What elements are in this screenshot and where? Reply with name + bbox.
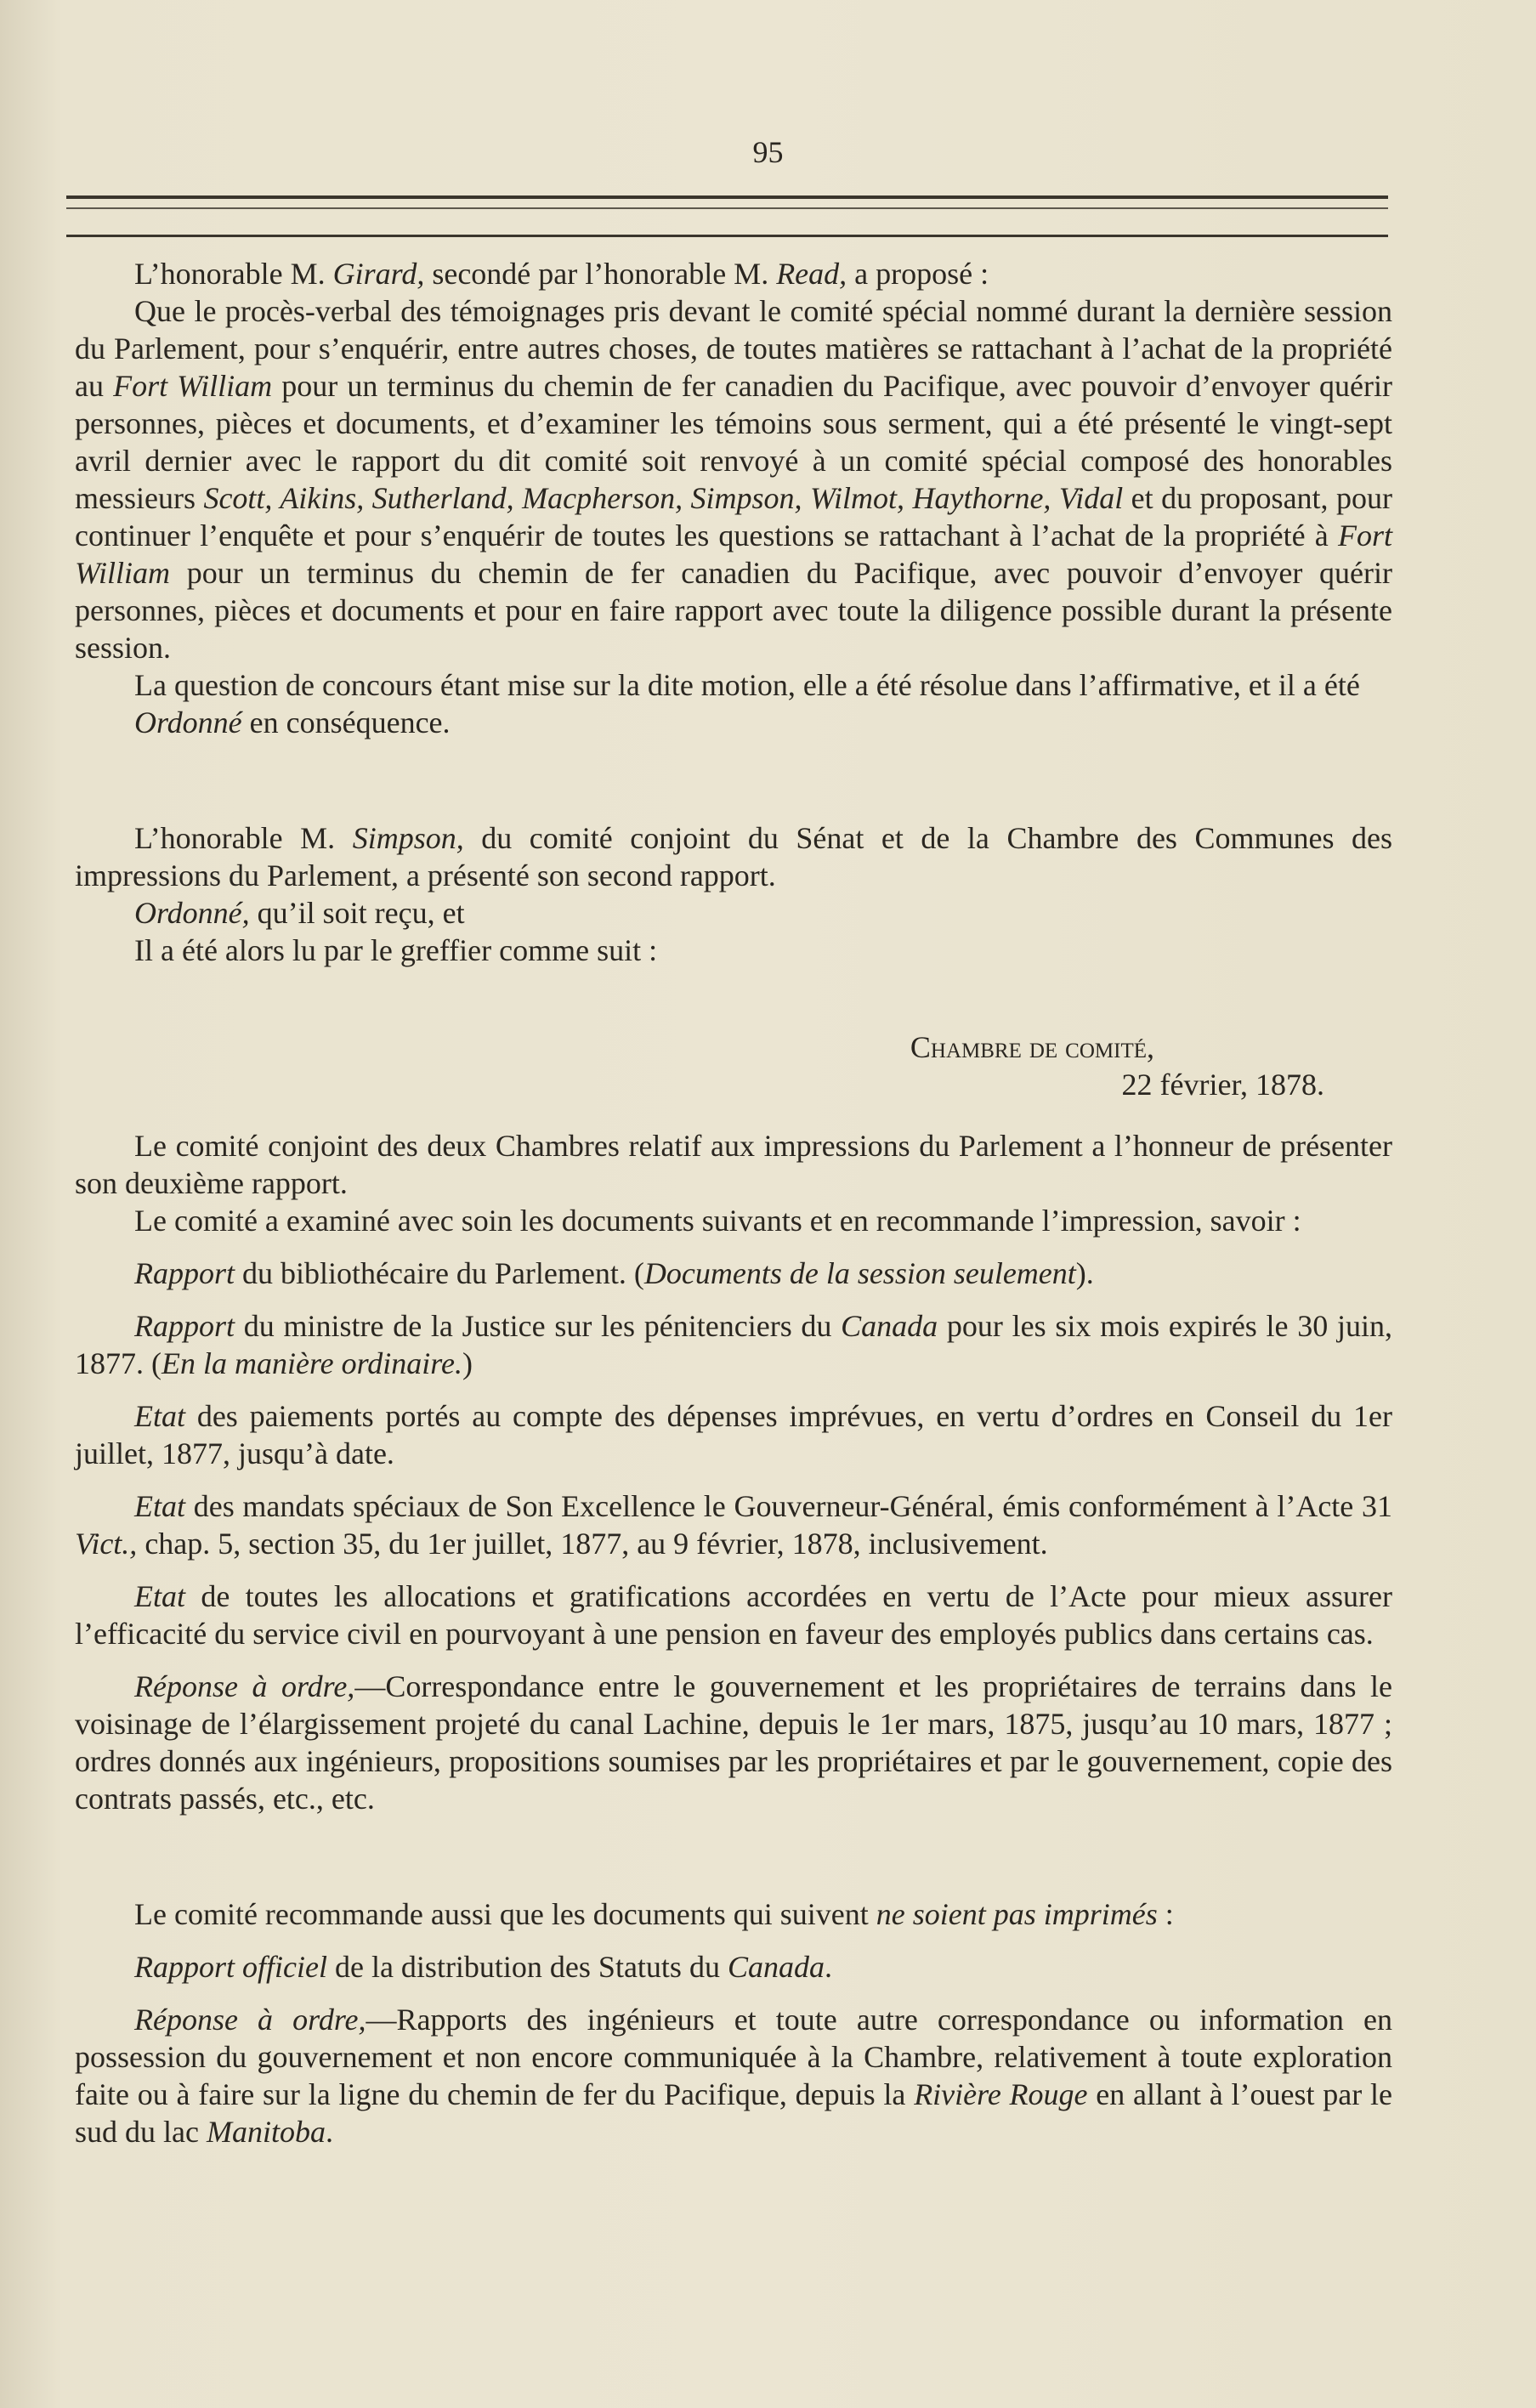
document-item: Rapport du ministre de la Justice sur les pénitenciers du Canada pour les six mois expirés le 30 juin, 1877. (En la manière ordinaire.) [75,1309,1392,1380]
motion-heading: L’honorable M. Girard, secondé par l’honorable M. Read, a proposé : [134,257,989,291]
header-rule [66,195,1388,199]
place-name: Fort William [75,518,1392,590]
person-name: Read, [776,257,847,291]
report-paragraph: Le comité recommande aussi que les documents qui suivent ne soient pas imprimés : [134,1897,1174,1931]
document-item: Etat de toutes les allocations et gratifications accordées en vertu de l’Acte pour mieux assurer l’efficacité du service civil en pourvoyant à une pension en faveur des employés publics dans certains cas. [75,1579,1392,1651]
document-item: Réponse à ordre,—Correspondance entre le gouvernement et les propriétaires de terrains dans le voisinage de l’élargissement projeté du canal Lachine, depuis le 1er mars, 1875, jusqu’au 10 mars, 1877 ; ordres donnés aux ingénieurs, propositions soumises par les propriétaires et par le gouvernement, copie des contrats passés, etc., etc. [75,1669,1392,1816]
document-item: Réponse à ordre,—Rapports des ingénieurs et toute autre correspondance ou information en possession du gouvernement et non encore communiquée à la Chambre, relativement à toute exploration faite ou à faire sur la ligne du chemin de fer du Pacifique, depuis la Rivière Rouge en allant à l’ouest par le sud du lac Manitoba. [75,2003,1392,2149]
person-name: Simpson, [352,821,464,855]
ordonne-line: Ordonné, qu’il soit reçu, et [134,896,465,930]
question-paragraph: La question de concours étant mise sur la dite motion, elle a été résolue dans l’affirmative, et il a été [134,668,1360,702]
report-paragraph: Le comité conjoint des deux Chambres relatif aux impressions du Parlement a l’honneur de présenter son deuxième rapport. [75,1129,1392,1200]
document-item: Etat des paiements portés au compte des dépenses imprévues, en vertu d’ordres en Conseil du 1er juillet, 1877, jusqu’à date. [75,1399,1392,1470]
header-rule [66,207,1388,209]
page-number: 95 [752,135,784,169]
report-paragraph: Le comité a examiné avec soin les documents suivants et en recommande l’impression, savoir : [134,1204,1301,1238]
document-item: Rapport du bibliothécaire du Parlement. (Documents de la session seulement). [134,1256,1094,1290]
place-name: Fort William [113,369,273,403]
document-item: Rapport officiel de la distribution des Statuts du Canada. [134,1950,832,1984]
read-line: Il a été alors lu par le greffier comme suit : [134,933,658,967]
member-list: Scott, Aikins, Sutherland, Macpherson, Simpson, Wilmot, Haythorne, Vidal [203,481,1124,515]
page-body [75,255,1392,2150]
report-date: 22 février, 1878. [1121,1068,1324,1102]
ordonne-line: Ordonné en conséquence. [134,705,451,739]
document-item: Etat des mandats spéciaux de Son Excellence le Gouverneur-Général, émis conformément à l’Acte 31 Vict., chap. 5, section 35, du 1er juillet, 1877, au 9 février, 1878, inclusivement. [75,1489,1392,1561]
person-name: Girard, [332,257,425,291]
report-place: Chambre de comité, [910,1030,1154,1064]
header-rule [66,235,1388,237]
report-intro: L’honorable M. Simpson, du comité conjoint du Sénat et de la Chambre des Communes des impressions du Parlement, a présenté son second rapport. [75,821,1392,892]
motion-paragraph: Que le procès-verbal des témoignages pris devant le comité spécial nommé durant la dernière session du Parlement, pour s’enquérir, entre autres choses, de toutes matières se rattachant à l’achat de la propriété au Fort William pour un terminus du chemin de fer canadien du Pacifique, avec pouvoir d’envoyer quérir personnes, pièces et documents, et d’examiner les témoins sous serment, qui a été présenté le vingt-sept avril dernier avec le rapport du dit comité soit renvoyé à un comité spécial composé des honorables messieurs Scott, Aikins, Sutherland, Macpherson, Simpson, Wilmot, Haythorne, Vidal et du proposant, pour continuer l’enquête et pour s’enquérir de toutes les questions se rattachant à l’achat de la propriété à Fort William pour un terminus du chemin de fer canadien du Pacifique, avec pouvoir d’envoyer quérir personnes, pièces et documents et pour en faire rapport avec toute la diligence possible durant la présente session. [75,294,1393,665]
